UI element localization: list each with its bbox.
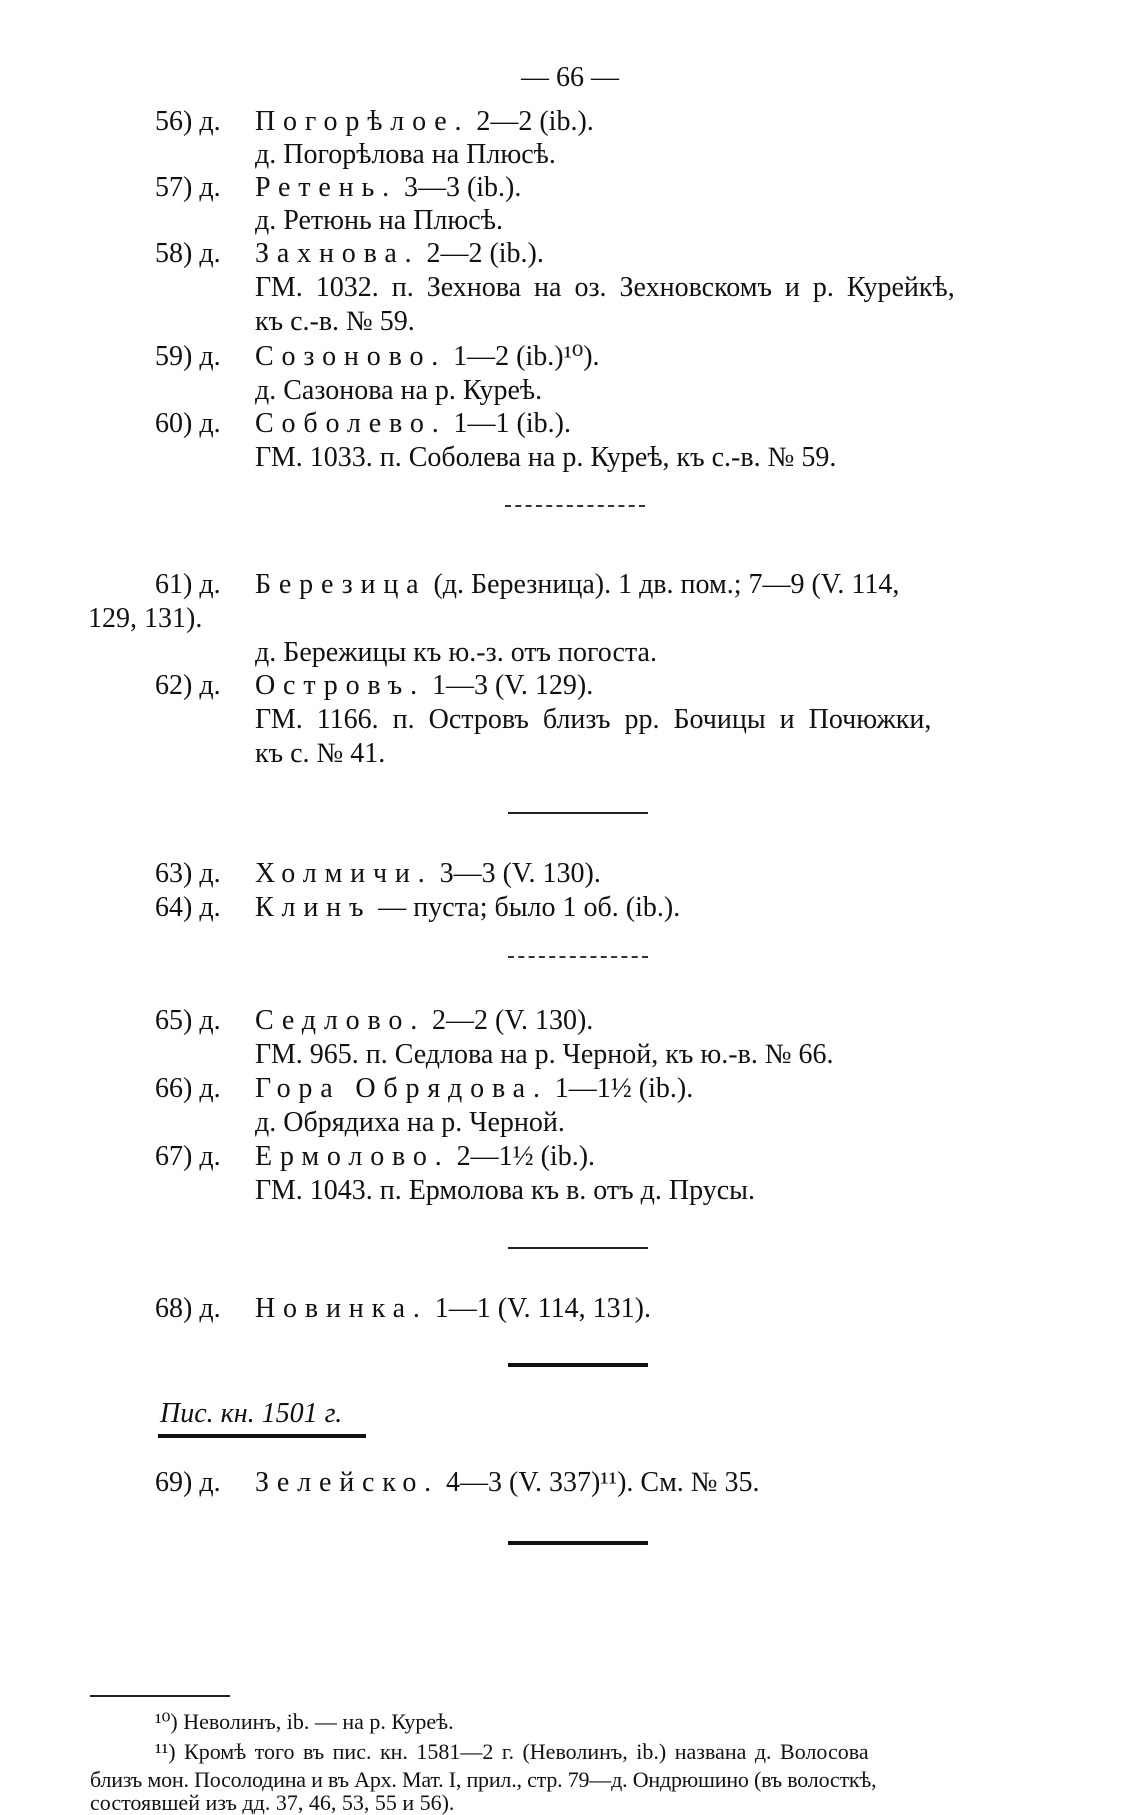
entry-number: 64) д. <box>155 892 221 923</box>
entry-name: Новинка. <box>255 1293 428 1324</box>
entry-note: д. Ретюнь на Плюсѣ. <box>255 205 503 236</box>
entry-number: 67) д. <box>155 1141 221 1172</box>
footnote-11-cont: близъ мон. Посолодина и въ Арх. Мат. I, прил., стр. 79—д. Ондрюшино (въ волосткѣ, <box>90 1767 877 1792</box>
entry-note: ГМ. 1043. п. Ермолова къ в. отъ д. Прусы. <box>255 1175 755 1206</box>
entry-rest: 1—1 (V. 114, 131). <box>427 1293 651 1324</box>
entry-number: 62) д. <box>155 670 221 701</box>
entry-rest: 4—3 (V. 337)¹¹). См. № 35. <box>439 1467 760 1498</box>
entry-rest: 2—2 (ib.). <box>419 238 544 269</box>
entry-note: къ с. № 41. <box>255 738 386 769</box>
entry-rest: — пуста; было 1 об. (ib.). <box>371 892 681 923</box>
separator <box>508 1247 648 1249</box>
entry-rest: 2—2 (ib.). <box>469 106 594 137</box>
entry-name: Погорѣлое. <box>255 106 470 137</box>
entry-name: Гора Обрядова. <box>255 1073 548 1104</box>
entry-name: Ермолово. <box>255 1141 450 1172</box>
entry-name: Соболево. <box>255 408 447 439</box>
entry-note: ГМ. 1032. п. Зехнова на оз. Зехновскомъ и р. Курейкѣ, <box>255 272 955 303</box>
separator <box>505 505 645 507</box>
entry-continuation: 129, 131). <box>88 603 203 634</box>
entry-number: 68) д. <box>155 1293 221 1324</box>
entry-note: д. Сазонова на р. Куреѣ. <box>255 375 543 406</box>
entry-name: Захнова. <box>255 238 420 269</box>
entry-note: д. Погорѣлова на Плюсѣ. <box>255 139 556 170</box>
entry-name: Зелейско. <box>255 1467 440 1498</box>
entry-note: ГМ. 965. п. Седлова на р. Черной, къ ю.-в. № 66. <box>255 1039 834 1070</box>
entry-name: Ретень. <box>255 172 397 203</box>
entry-rest: (д. Березница). 1 дв. пом.; 7—9 (V. 114, <box>426 569 900 600</box>
footnote-rule <box>90 1695 230 1697</box>
entry-rest: 1—2 (ib.)¹⁰). <box>446 341 600 372</box>
footnote-10: ¹⁰) Неволинъ, ib. — на р. Куреѣ. <box>155 1709 454 1734</box>
entry-name: Седлово. <box>255 1005 426 1036</box>
separator <box>508 1541 648 1545</box>
entry-number: 63) д. <box>155 858 221 889</box>
entry-rest: 2—2 (V. 130). <box>425 1005 594 1036</box>
entry-number: 65) д. <box>155 1005 221 1036</box>
entry-rest: 3—3 (V. 130). <box>432 858 601 889</box>
separator <box>508 956 648 958</box>
entry-name: Островъ. <box>255 670 425 701</box>
footnote-11: ¹¹) Кромѣ того въ пис. кн. 1581—2 г. (Неволинъ, ib.) названа д. Волосова <box>155 1739 869 1764</box>
entry-rest: 3—3 (ib.). <box>396 172 522 203</box>
entry-name: Холмичи. <box>255 858 433 889</box>
entry-note: д. Обрядиха на р. Черной. <box>255 1107 565 1138</box>
entry-number: 56) д. <box>155 106 221 137</box>
entry-note: къ с.-в. № 59. <box>255 306 415 337</box>
entry-rest: 1—1 (ib.). <box>446 408 571 439</box>
entry-note: ГМ. 1033. п. Соболева на р. Куреѣ, къ с.-в. № 59. <box>255 442 837 473</box>
entry-note: д. Бережицы къ ю.-з. отъ погоста. <box>255 637 657 668</box>
entry-number: 69) д. <box>155 1467 221 1498</box>
entry-number: 59) д. <box>155 341 221 372</box>
entry-name: Клинъ <box>255 892 372 923</box>
entry-number: 58) д. <box>155 238 221 269</box>
entry-rest: 2—1½ (ib.). <box>449 1141 596 1172</box>
separator <box>508 812 648 814</box>
entry-note: ГМ. 1166. п. Островъ близъ рр. Бочицы и Почюжки, <box>255 704 932 735</box>
section-underline <box>158 1434 366 1438</box>
entry-rest: 1—3 (V. 129). <box>424 670 594 701</box>
entry-number: 57) д. <box>155 172 221 203</box>
entry-number: 61) д. <box>155 569 221 600</box>
entry-number: 60) д. <box>155 408 221 439</box>
section-title: Пис. кн. 1501 г. <box>160 1398 343 1429</box>
footnote-11-cont: состоявшей изъ дд. 37, 46, 53, 55 и 56). <box>90 1790 455 1815</box>
entry-name: Созоново. <box>255 341 447 372</box>
entry-rest: 1—1½ (ib.). <box>547 1073 694 1104</box>
entry-name: Березица <box>255 569 427 600</box>
entry-number: 66) д. <box>155 1073 221 1104</box>
page-number: — 66 — <box>521 62 619 93</box>
separator <box>508 1363 648 1367</box>
